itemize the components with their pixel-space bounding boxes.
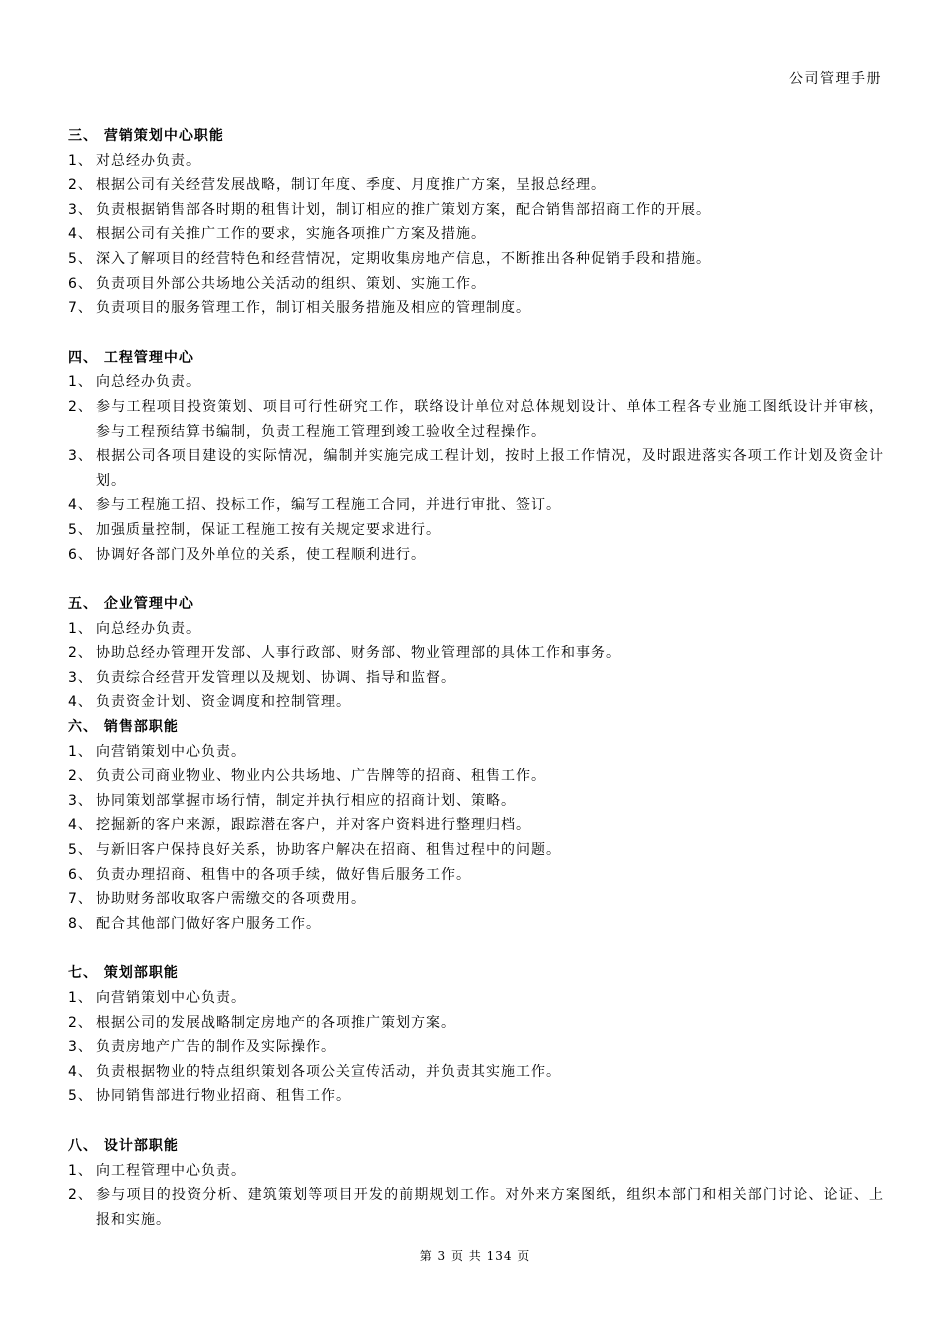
list-item xyxy=(68,173,884,198)
list-item xyxy=(68,1183,884,1232)
list-item xyxy=(68,887,884,912)
item-number: 1、 xyxy=(68,743,93,760)
section-title: 八、 设计部职能 xyxy=(68,1137,179,1154)
item-number: 4、 xyxy=(68,497,93,514)
section-sales-department xyxy=(68,715,884,936)
item-text: 负责根据物业的特点组织策划各项公关宣传活动，并负责其实施工作。 xyxy=(96,1063,561,1080)
item-text: 协同销售部进行物业招商、租售工作。 xyxy=(96,1088,351,1105)
item-number: 4、 xyxy=(68,1063,93,1080)
section-title: 五、 企业管理中心 xyxy=(68,596,194,613)
item-text: 负责资金计划、资金调度和控制管理。 xyxy=(96,694,351,711)
list-item xyxy=(68,1060,884,1085)
item-text: 深入了解项目的经营特色和经营情况，定期收集房地产信息，不断推出各种促销手段和措施。 xyxy=(96,250,711,267)
list-item xyxy=(68,789,884,814)
item-number: 7、 xyxy=(68,891,93,908)
section-enterprise-management xyxy=(68,592,884,715)
item-text: 配合其他部门做好客户服务工作。 xyxy=(96,915,321,932)
item-number: 6、 xyxy=(68,546,93,563)
list-item xyxy=(68,740,884,765)
list-item xyxy=(68,518,884,543)
item-text: 向营销策划中心负责。 xyxy=(96,990,246,1006)
list-item xyxy=(68,1035,884,1060)
item-number: 2、 xyxy=(68,645,93,662)
item-text: 根据公司的发展战略制定房地产的各项推广策划方案。 xyxy=(96,1014,456,1031)
section-design-department xyxy=(68,1134,884,1232)
item-number: 2、 xyxy=(68,768,93,785)
list-item xyxy=(68,272,884,297)
section-title: 四、 工程管理中心 xyxy=(68,349,194,366)
list-item xyxy=(68,296,884,321)
item-number: 1、 xyxy=(68,374,93,391)
document-body xyxy=(68,124,884,1232)
list-item xyxy=(68,863,884,888)
list-item xyxy=(68,912,884,937)
list-item xyxy=(68,198,884,223)
item-text: 负责办理招商、租售中的各项手续，做好售后服务工作。 xyxy=(96,866,471,883)
item-number: 4、 xyxy=(68,817,93,834)
list-item xyxy=(68,1011,884,1036)
item-number: 5、 xyxy=(68,521,93,538)
item-number: 5、 xyxy=(68,842,93,859)
item-number: 6、 xyxy=(68,866,93,883)
document-header-title: 公司管理手册 xyxy=(789,71,882,87)
list-item xyxy=(68,838,884,863)
item-text: 负责公司商业物业、物业内公共场地、广告牌等的招商、租售工作。 xyxy=(96,768,546,785)
item-number: 5、 xyxy=(68,250,93,267)
item-text: 参与工程施工招、投标工作，编写工程施工合同，并进行审批、签订。 xyxy=(96,497,561,514)
item-text: 负责项目外部公共场地公关活动的组织、策划、实施工作。 xyxy=(96,275,486,292)
item-text: 向总经办负责。 xyxy=(96,620,201,637)
item-text: 挖掘新的客户来源，跟踪潜在客户，并对客户资料进行整理归档。 xyxy=(96,817,531,834)
item-number: 4、 xyxy=(68,694,93,711)
item-text: 向工程管理中心负责。 xyxy=(96,1162,246,1179)
item-text: 加强质量控制，保证工程施工按有关规定要求进行。 xyxy=(96,521,441,538)
list-item xyxy=(68,149,884,174)
section-marketing-planning xyxy=(68,124,884,321)
item-number: 2、 xyxy=(68,177,93,194)
item-text: 向营销策划中心负责。 xyxy=(96,743,246,760)
list-item xyxy=(68,493,884,518)
item-text: 根据公司各项目建设的实际情况，编制并实施完成工程计划，按时上报工作情况，及时跟进落实各项工作计划及资金计划。 xyxy=(96,448,884,489)
item-number: 6、 xyxy=(68,275,93,292)
section-spacer xyxy=(68,567,884,592)
list-item xyxy=(68,764,884,789)
list-item xyxy=(68,986,884,1011)
page-number-footer: 第 3 页 共 134 页 xyxy=(419,1249,531,1263)
item-text: 负责房地产广告的制作及实际操作。 xyxy=(96,1039,336,1056)
item-number: 2、 xyxy=(68,1014,93,1031)
item-text: 对总经办负责。 xyxy=(96,152,201,169)
list-item xyxy=(68,247,884,272)
list-item xyxy=(68,1084,884,1109)
section-title: 三、 营销策划中心职能 xyxy=(68,128,224,144)
item-text: 负责综合经营开发管理以及规划、协调、指导和监督。 xyxy=(96,669,456,686)
item-text: 参与项目的投资分析、建筑策划等项目开发的前期规划工作。对外来方案图纸，组织本部门和相关部门讨论、论证、上报和实施。 xyxy=(96,1187,884,1228)
list-item xyxy=(68,813,884,838)
item-number: 2、 xyxy=(68,398,93,415)
section-spacer xyxy=(68,1109,884,1134)
item-text: 根据公司有关经营发展战略，制订年度、季度、月度推广方案，呈报总经理。 xyxy=(96,177,606,194)
item-text: 根据公司有关推广工作的要求，实施各项推广方案及措施。 xyxy=(96,226,486,243)
list-item xyxy=(68,395,884,444)
item-number: 7、 xyxy=(68,300,93,317)
item-text: 负责项目的服务管理工作，制订相关服务措施及相应的管理制度。 xyxy=(96,300,531,317)
section-spacer xyxy=(68,936,884,961)
list-item xyxy=(68,641,884,666)
section-planning-department xyxy=(68,961,884,1109)
section-title: 六、 销售部职能 xyxy=(68,719,179,736)
item-text: 协同策划部掌握市场行情，制定并执行相应的招商计划、策略。 xyxy=(96,792,516,809)
item-number: 8、 xyxy=(68,915,93,932)
item-number: 1、 xyxy=(68,990,93,1006)
section-engineering-management xyxy=(68,346,884,567)
item-number: 3、 xyxy=(68,792,93,809)
item-number: 1、 xyxy=(68,620,93,637)
item-text: 负责根据销售部各时期的租售计划，制订相应的推广策划方案，配合销售部招商工作的开展。 xyxy=(96,201,711,218)
list-item xyxy=(68,690,884,715)
item-number: 3、 xyxy=(68,1039,93,1056)
list-item xyxy=(68,444,884,493)
item-number: 1、 xyxy=(68,1162,93,1179)
item-number: 3、 xyxy=(68,448,93,465)
item-text: 协助财务部收取客户需缴交的各项费用。 xyxy=(96,891,366,908)
item-number: 4、 xyxy=(68,226,93,243)
item-number: 3、 xyxy=(68,201,93,218)
list-item xyxy=(68,617,884,642)
item-number: 3、 xyxy=(68,669,93,686)
item-text: 协调好各部门及外单位的关系，使工程顺利进行。 xyxy=(96,546,426,563)
item-text: 向总经办负责。 xyxy=(96,374,201,391)
section-spacer xyxy=(68,321,884,346)
item-number: 5、 xyxy=(68,1088,93,1105)
list-item xyxy=(68,666,884,691)
item-text: 协助总经办管理开发部、人事行政部、财务部、物业管理部的具体工作和事务。 xyxy=(96,645,621,662)
item-text: 参与工程项目投资策划、项目可行性研究工作，联络设计单位对总体规划设计、单体工程各专业施工图纸设计并审核，参与工程预结算书编制，负责工程施工管理到竣工验收全过程操作。 xyxy=(96,398,884,440)
item-text: 与新旧客户保持良好关系，协助客户解决在招商、租售过程中的问题。 xyxy=(96,842,561,859)
list-item xyxy=(68,370,884,395)
item-number: 1、 xyxy=(68,152,93,169)
item-number: 2、 xyxy=(68,1187,93,1204)
list-item xyxy=(68,1159,884,1184)
section-title: 七、 策划部职能 xyxy=(68,965,179,982)
list-item xyxy=(68,543,884,568)
list-item xyxy=(68,222,884,247)
